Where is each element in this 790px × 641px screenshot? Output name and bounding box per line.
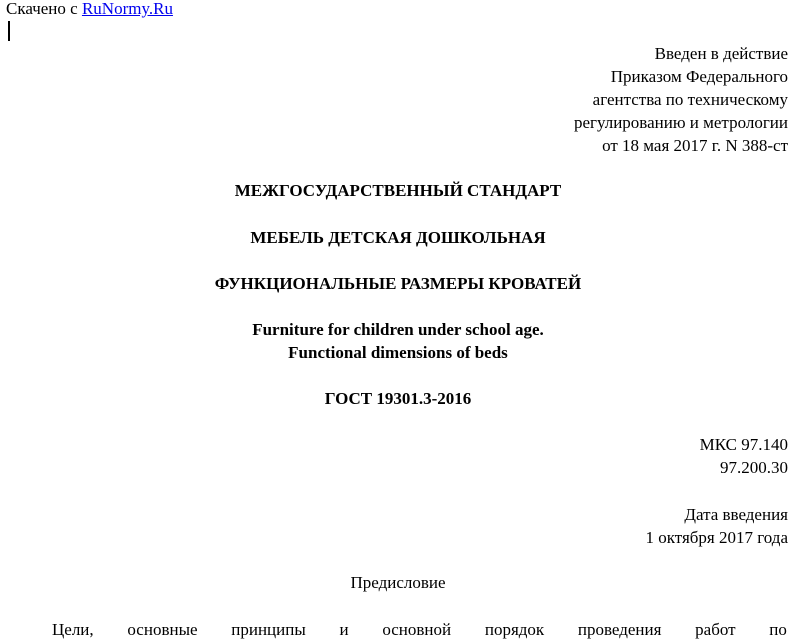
enactment-block bbox=[574, 42, 788, 157]
preface-paragraph-line bbox=[52, 618, 787, 641]
english-title-line: Functional dimensions of beds bbox=[288, 343, 508, 362]
paragraph-word: и bbox=[339, 620, 349, 639]
mks-code: МКС 97.140 bbox=[699, 435, 788, 454]
paragraph-word: основной bbox=[382, 620, 452, 639]
paragraph-word: проведения bbox=[577, 620, 662, 639]
paragraph-word: принципы bbox=[231, 620, 306, 639]
effective-date-value: 1 октября 2017 года bbox=[645, 528, 788, 547]
paragraph-word: основные bbox=[127, 620, 198, 639]
enactment-line: Введен в действие bbox=[654, 44, 788, 63]
paragraph-word: по bbox=[769, 620, 787, 639]
source-line bbox=[6, 0, 173, 20]
paragraph-word: работ bbox=[695, 620, 736, 639]
enactment-line: от 18 мая 2017 г. N 388-ст bbox=[602, 136, 788, 155]
mks-code: 97.200.30 bbox=[720, 458, 788, 477]
document-title: МЕБЕЛЬ ДЕТСКАЯ ДОШКОЛЬНАЯ bbox=[250, 228, 546, 247]
english-title bbox=[0, 318, 790, 364]
preface-heading: Предисловие bbox=[350, 573, 446, 592]
paragraph-word: порядок bbox=[484, 620, 545, 639]
text-cursor bbox=[8, 21, 10, 41]
gost-number: ГОСТ 19301.3-2016 bbox=[324, 389, 472, 408]
enactment-line: регулированию и метрологии bbox=[573, 113, 788, 132]
standard-type-heading: МЕЖГОСУДАРСТВЕННЫЙ СТАНДАРТ bbox=[234, 181, 562, 200]
source-prefix: Скачено с bbox=[6, 0, 78, 18]
paragraph-word: Цели, bbox=[52, 620, 94, 639]
classification-block bbox=[700, 433, 788, 479]
effective-date-label: Дата введения bbox=[684, 505, 788, 524]
effective-date-block bbox=[645, 503, 788, 549]
source-link[interactable]: RuNormy.Ru bbox=[81, 0, 173, 18]
enactment-line: агентства по техническому bbox=[592, 90, 788, 109]
document-subtitle: ФУНКЦИОНАЛЬНЫЕ РАЗМЕРЫ КРОВАТЕЙ bbox=[214, 274, 582, 293]
enactment-line: Приказом Федерального bbox=[610, 67, 788, 86]
english-title-line: Furniture for children under school age. bbox=[252, 320, 544, 339]
